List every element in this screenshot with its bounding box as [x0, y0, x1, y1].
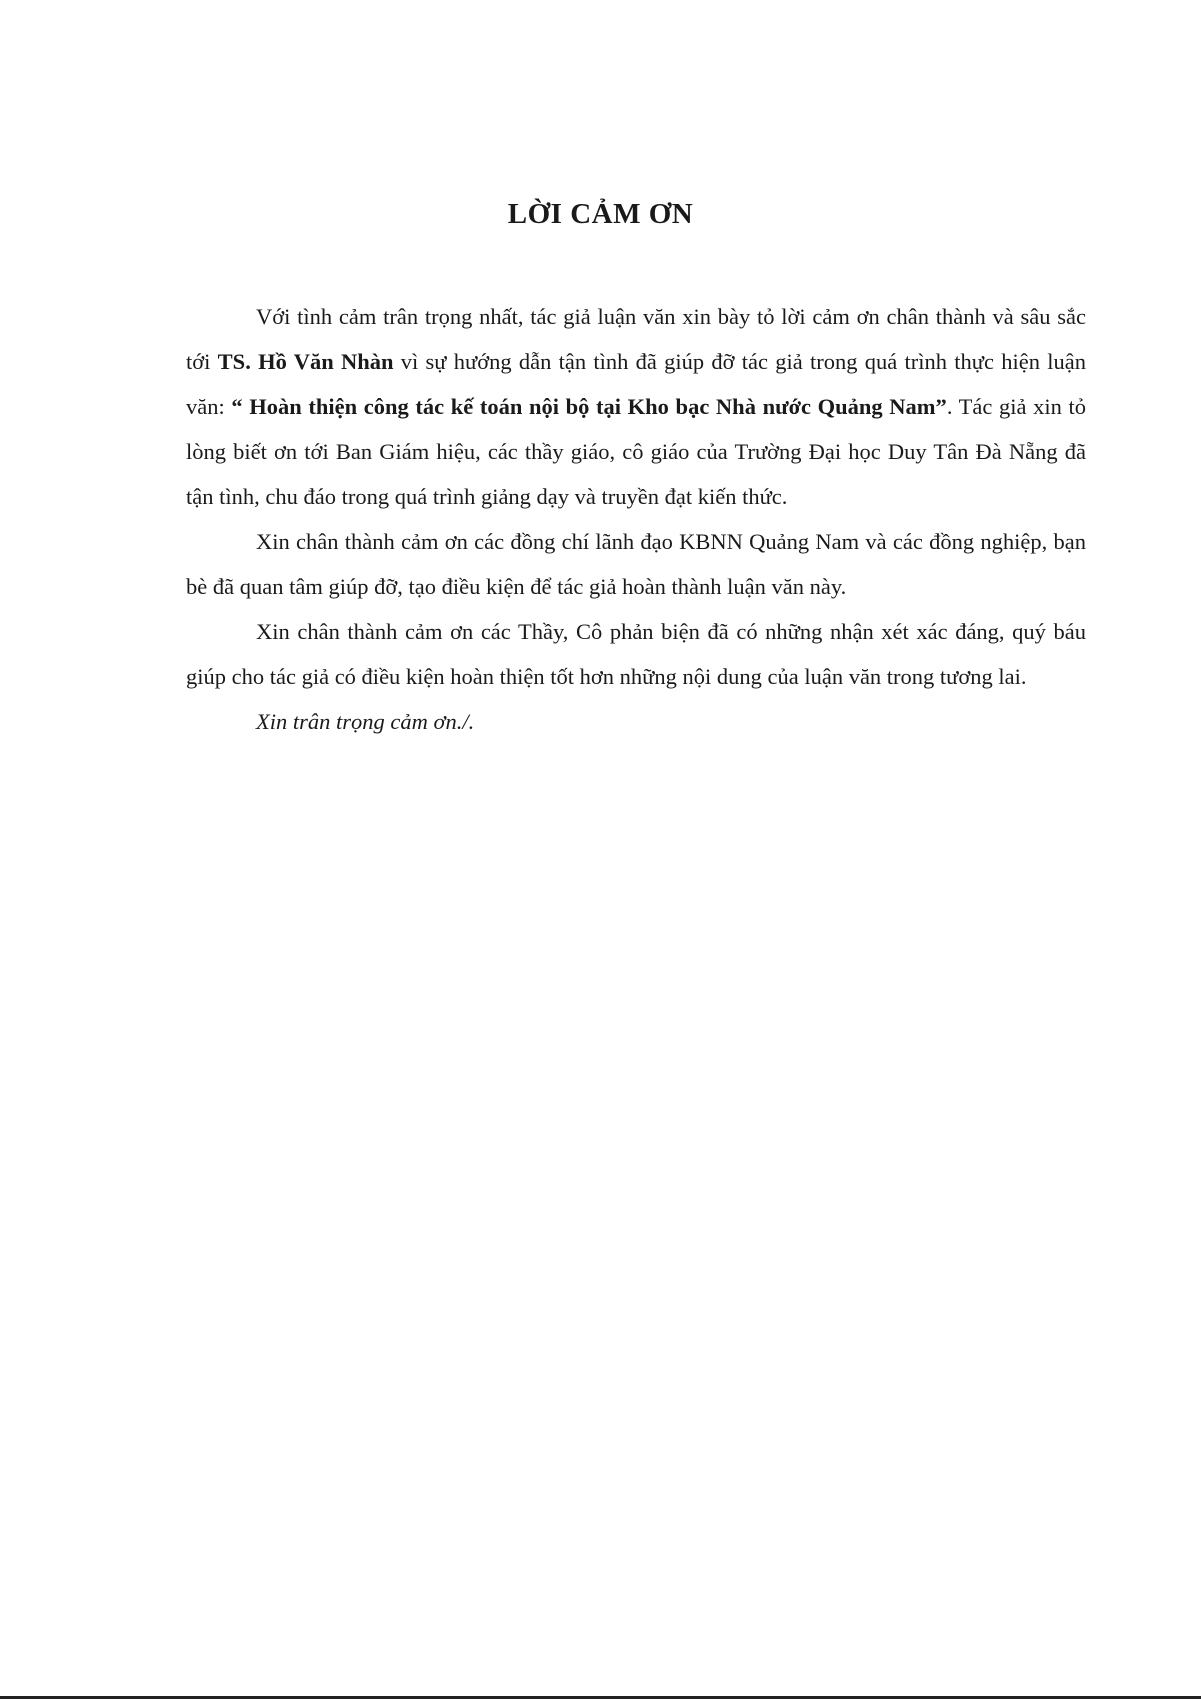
page-title: LỜI CẢM ƠN: [507, 198, 694, 230]
paragraph-2: Xin chân thành cảm ơn các đồng chí lãnh đạo KBNN Quảng Nam và các đồng nghiệp, bạn bè đã quan tâm giúp đỡ, tạo điều kiện để tác giả hoàn thành luận văn này.: [186, 529, 1086, 599]
paragraph-1: [186, 294, 1086, 519]
closing-line: Xin trân trọng cảm ơn./.: [256, 709, 475, 734]
paragraph-1-text-2: vì sự hướng dẫn tận tình đã giúp đỡ tác giả trong quá trình thực hiện luận văn:: [186, 349, 1086, 419]
paragraph-3: Xin chân thành cảm ơn các Thầy, Cô phản biện đã có những nhận xét xác đáng, quý báu giúp cho tác giả có điều kiện hoàn thiện tốt hơn những nội dung của luận văn trong tương lai.: [186, 619, 1086, 689]
paragraph-1-text-1: Với tình cảm trân trọng nhất, tác giả luận văn xin bày tỏ lời cảm ơn chân thành và sâu sắc tới: [186, 304, 1086, 374]
advisor-name: TS. Hồ Văn Nhàn: [217, 349, 394, 374]
document-body: [186, 294, 1086, 744]
paragraph-1-text-3: . Tác giả xin tỏ lòng biết ơn tới Ban Giám hiệu, các thầy giáo, cô giáo của Trường Đại học Duy Tân Đà Nẵng đã tận tình, chu đáo trong quá trình giảng dạy và truyền đạt kiến thức.: [186, 394, 1086, 509]
thesis-title: “ Hoàn thiện công tác kế toán nội bộ tại Kho bạc Nhà nước Quảng Nam”: [231, 394, 947, 419]
